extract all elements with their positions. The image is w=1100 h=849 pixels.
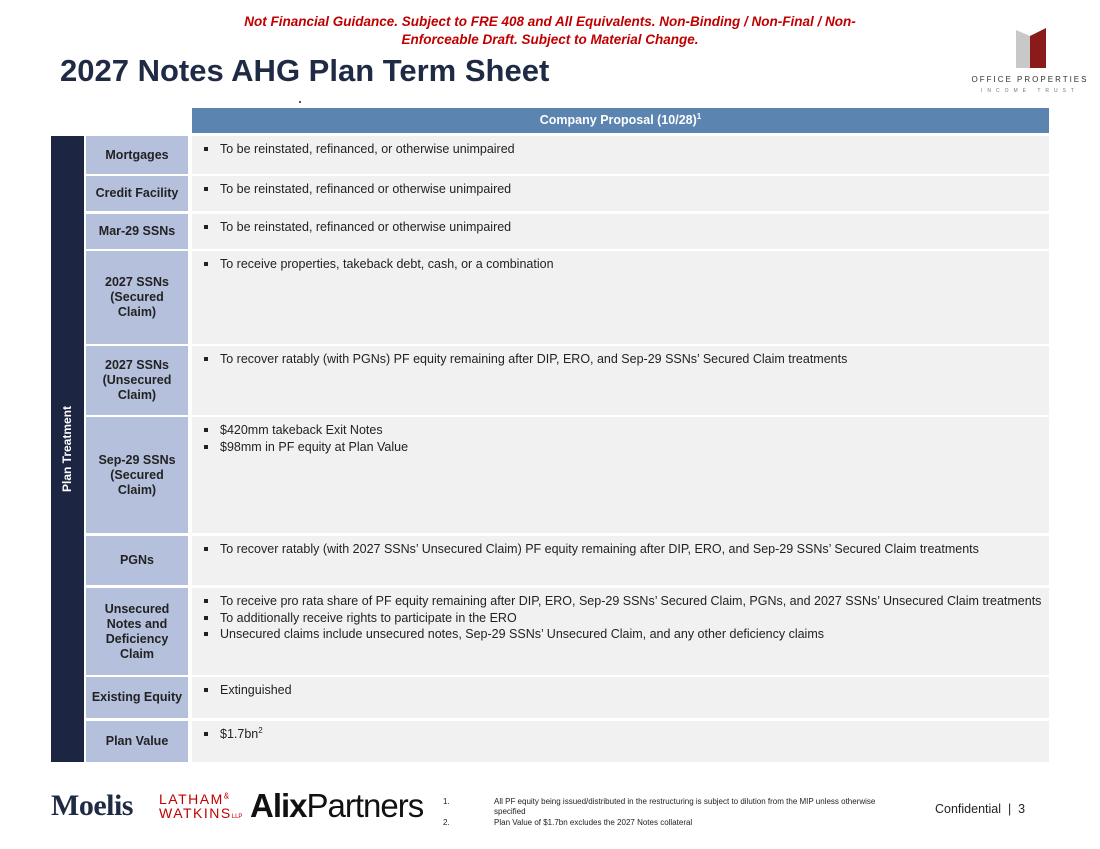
latham-watkins-logo: [159, 792, 242, 824]
row-label: Plan Value: [86, 721, 188, 762]
footnote: [443, 797, 903, 816]
bullet-item: To recover ratably (with 2027 SSNs’ Unsecured Claim) PF equity remaining after DIP, ERO, and Sep-29 SSNs’ Secured Claim treatments: [198, 541, 1043, 558]
table-row: [86, 677, 1049, 718]
row-content: [192, 417, 1049, 533]
row-content: [192, 721, 1049, 762]
confidential-page-number: Confidential | 3: [935, 802, 1026, 816]
bullet-item: To receive pro rata share of PF equity remaining after DIP, ERO, Sep-29 SSNs’ Secured Claim, PGNs, and 2027 SSNs’ Unsecured Claim treatments: [198, 593, 1043, 610]
disclaimer: [200, 13, 900, 49]
row-label: 2027 SSNs (Unsecured Claim): [86, 346, 188, 415]
table-row: [86, 176, 1049, 211]
latham-amp: &: [223, 791, 231, 801]
footnote-number: 1.: [443, 797, 450, 806]
bullet-footnote: 2: [258, 725, 263, 735]
row-label: Sep-29 SSNs (Secured Claim): [86, 417, 188, 533]
logo-subtitle: INCOME TRUST: [981, 88, 1079, 94]
stray-dot: [299, 101, 301, 103]
row-label: Existing Equity: [86, 677, 188, 718]
bullet-item: $98mm in PF equity at Plan Value: [198, 439, 1043, 456]
column-header-text: Company Proposal (10/28): [539, 113, 697, 127]
company-logo: [960, 28, 1100, 98]
alix-text: Alix: [250, 787, 307, 824]
bullet-item: To be reinstated, refinanced or otherwise unimpaired: [198, 219, 1043, 236]
footnote-text: All PF equity being issued/distributed in the restructuring is subject to dilution from the MIP unless otherwise specified: [494, 797, 876, 816]
disclaimer-line-2: Enforceable Draft. Subject to Material Change.: [401, 32, 699, 47]
row-content: [192, 136, 1049, 174]
bullet-item: To be reinstated, refinanced or otherwise unimpaired: [198, 181, 1043, 198]
latham-text: LATHAM: [159, 791, 224, 807]
table-row: [86, 588, 1049, 675]
bullet-item: $420mm takeback Exit Notes: [198, 422, 1043, 439]
disclaimer-line-1: Not Financial Guidance. Subject to FRE 408 and All Equivalents. Non-Binding / Non-Final / Non-: [244, 14, 856, 29]
row-label: Mar-29 SSNs: [86, 214, 188, 249]
table-row: [86, 136, 1049, 174]
table-row: [86, 251, 1049, 344]
table-row: [86, 417, 1049, 533]
row-content: [192, 346, 1049, 415]
footnote-text: Plan Value of $1.7bn excludes the 2027 Notes collateral: [494, 818, 693, 827]
row-label: Mortgages: [86, 136, 188, 174]
bullet-item: Unsecured claims include unsecured notes, Sep-29 SSNs’ Unsecured Claim, and any other deficiency claims: [198, 626, 1043, 643]
row-content: [192, 251, 1049, 344]
bullet-text: $1.7bn: [220, 727, 259, 741]
partners-text: Partners: [306, 787, 424, 824]
table-row: [86, 346, 1049, 415]
bullet-item: [198, 726, 1043, 743]
footnote: [443, 818, 903, 828]
table-row: [86, 721, 1049, 762]
row-label: PGNs: [86, 536, 188, 585]
column-header-footnote: 1: [696, 111, 702, 121]
table-row: [86, 536, 1049, 585]
row-content: [192, 536, 1049, 585]
row-content: [192, 214, 1049, 249]
building-logo-icon: [1016, 28, 1046, 68]
bullet-item: To be reinstated, refinanced, or otherwise unimpaired: [198, 141, 1043, 158]
bullet-item: To additionally receive rights to participate in the ERO: [198, 610, 1043, 627]
page-title: 2027 Notes AHG Plan Term Sheet: [60, 53, 550, 88]
watkins-text: WATKINS: [159, 805, 232, 821]
bullet-item: Extinguished: [198, 682, 1043, 699]
row-label: 2027 SSNs (Secured Claim): [86, 251, 188, 344]
table-row: [86, 214, 1049, 249]
bullet-item: To receive properties, takeback debt, cash, or a combination: [198, 256, 1043, 273]
footnotes: [443, 797, 903, 830]
llp-text: LLP: [231, 814, 243, 820]
row-content: [192, 588, 1049, 675]
logo-name: OFFICE PROPERTIES: [971, 75, 1089, 84]
row-label: Credit Facility: [86, 176, 188, 211]
footer-logos: [51, 789, 431, 829]
row-content: [192, 677, 1049, 718]
row-label: Unsecured Notes and Deficiency Claim: [86, 588, 188, 675]
bullet-item: To recover ratably (with PGNs) PF equity remaining after DIP, ERO, and Sep-29 SSNs’ Secured Claim treatments: [198, 351, 1043, 368]
column-header: [192, 108, 1049, 133]
footnote-number: 2.: [443, 818, 450, 827]
side-label: [51, 136, 84, 762]
side-label-text: Plan Treatment: [60, 405, 75, 493]
row-content: [192, 176, 1049, 211]
moelis-logo: Moelis: [51, 789, 133, 822]
alixpartners-logo: [250, 787, 423, 825]
